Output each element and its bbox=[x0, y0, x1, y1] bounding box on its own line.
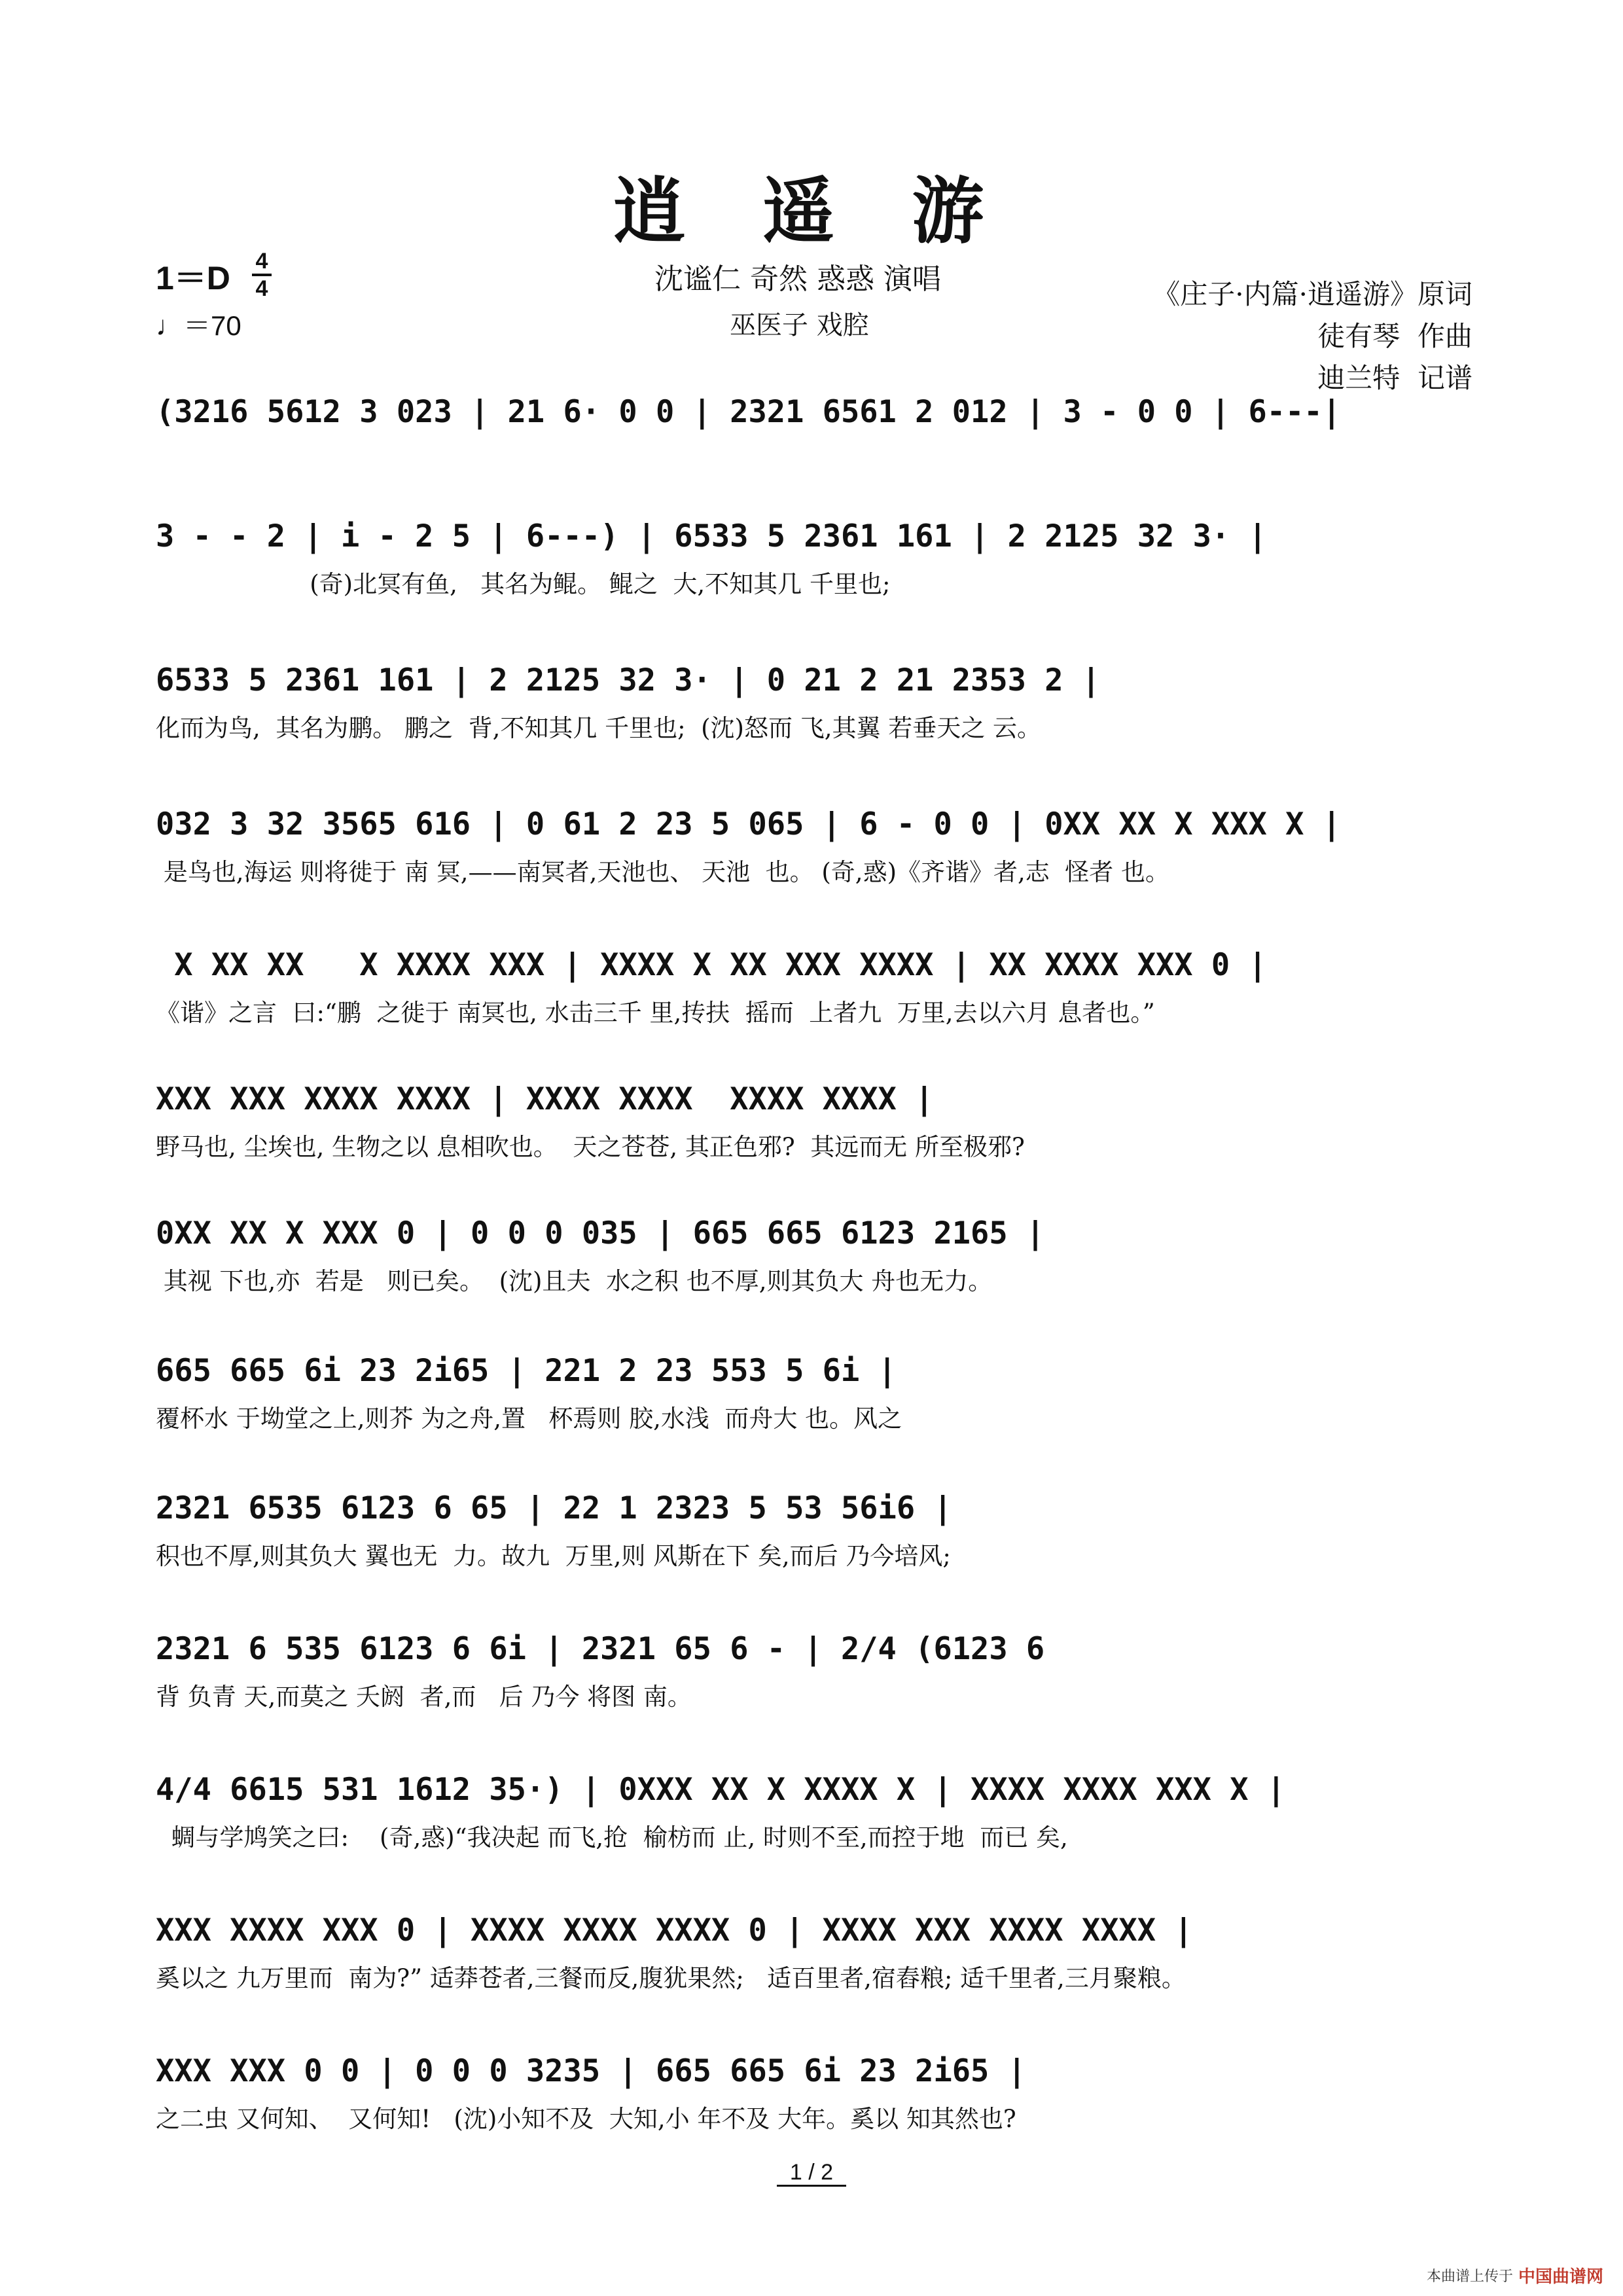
notation-line: 032 3 32 3565 616 | 0 61 2 23 5 065 | 6 - 0 0 | 0XX XX X XXX X | bbox=[156, 806, 1341, 842]
notation-line: 6533 5 2361 161 | 2 2125 32 3· | 0 21 2 21 2353 2 | bbox=[156, 662, 1101, 698]
performers-credit: 沈谧仁 奇然 惑惑 演唱 bbox=[654, 262, 941, 296]
notation-line: XXX XXXX XXX 0 | XXXX XXXX XXXX 0 | XXXX XXX XXXX XXXX | bbox=[156, 1912, 1193, 1948]
notation-line: 2321 6 535 6123 6 6i | 2321 65 6 - | 2/4 (6123 6 bbox=[156, 1631, 1045, 1667]
lyrics-line: 是鸟也,海运 则将徙于 南 冥,——南冥者,天池也、 天池 也。 (奇,惑)《齐谐》者,志 怪者 也。 bbox=[156, 858, 1170, 886]
lyrics-line: 覆杯水 于坳堂之上,则芥 为之舟,置 杯焉则 胶,水浅 而舟大 也。风之 bbox=[156, 1405, 902, 1433]
site-logo: 中国曲谱网 bbox=[1518, 2267, 1603, 2286]
score-system bbox=[156, 393, 1478, 476]
lyrics-line: 奚以之 九万里而 南为?” 适莽苍者,三餐而反,腹犹果然; 适百里者,宿舂粮; 适千里者,三月聚粮。 bbox=[156, 1964, 1186, 1992]
lyrics-line: 《谐》之言 曰:“鹏 之徙于 南冥也, 水击三千 里,抟扶 摇而 上者九 万里,去以六月 息者也。” bbox=[156, 999, 1155, 1027]
notation-line: 2321 6535 6123 6 65 | 22 1 2323 5 53 56i6 | bbox=[156, 1490, 952, 1526]
score-system bbox=[156, 1630, 1478, 1713]
score-system bbox=[156, 1214, 1478, 1298]
score-system bbox=[156, 517, 1478, 601]
song-title: 逍 遥 游 bbox=[613, 169, 1010, 253]
lyrics-line: 其视 下也,亦 若是 则已矣。 (沈)且夫 水之积 也不厚,则其负大 舟也无力。 bbox=[156, 1267, 993, 1295]
score-system bbox=[156, 661, 1478, 745]
lyrics-line bbox=[156, 444, 1478, 476]
footer bbox=[1427, 2263, 1603, 2287]
time-signature bbox=[252, 249, 272, 301]
lyrics-line: 背 负青 天,而莫之 夭阏 者,而 后 乃今 将图 南。 bbox=[156, 1683, 692, 1711]
credits-block bbox=[1152, 274, 1472, 399]
lyrics-line: (奇)北冥有鱼, 其名为鲲。 鲲之 大,不知其几 千里也; bbox=[156, 570, 891, 598]
key-signature: 1＝D bbox=[156, 260, 230, 296]
score-system bbox=[156, 1352, 1478, 1435]
transcriber: 迪兰特 记谱 bbox=[1317, 362, 1472, 394]
footer-upload-text: 本曲谱上传于 bbox=[1426, 2268, 1513, 2284]
score-system bbox=[156, 1770, 1478, 1854]
time-signature-bottom: 4 bbox=[255, 276, 268, 301]
notation-line: XXX XXX XXXX XXXX | XXXX XXXX XXXX XXXX | bbox=[156, 1081, 934, 1117]
time-signature-top: 4 bbox=[255, 249, 268, 274]
lyrics-line: 积也不厚,则其负大 翼也无 力。故九 万里,则 风斯在下 矣,而后 乃今培风; bbox=[156, 1542, 951, 1570]
tempo-marking: ♩＝70 bbox=[156, 310, 241, 341]
notation-line: XXX XXX 0 0 | 0 0 0 3235 | 665 665 6i 23 2i65 | bbox=[156, 2053, 1026, 2089]
score-system bbox=[156, 1911, 1478, 1995]
score-system bbox=[156, 805, 1478, 889]
notation-line: X XX XX X XXXX XXX | XXXX X XX XXX XXXX | XX XXXX XXX 0 | bbox=[156, 947, 1267, 983]
score-system bbox=[156, 1489, 1478, 1573]
notation-line: 4/4 6615 531 1612 35·) | 0XXX XX X XXXX X | XXXX XXXX XXX X | bbox=[156, 1772, 1286, 1808]
lyrics-source: 《庄子·内篇·逍遥游》原词 bbox=[1152, 278, 1472, 310]
score-system bbox=[156, 1080, 1478, 1164]
score-system bbox=[156, 946, 1478, 1030]
notation-line: (3216 5612 3 023 | 21 6· 0 0 | 2321 6561 2 012 | 3 - 0 0 | 6---| bbox=[156, 394, 1341, 430]
score-system bbox=[156, 2052, 1478, 2136]
lyrics-line: 化而为鸟, 其名为鹏。 鹏之 背,不知其几 千里也; (沈)怒而 飞,其翼 若垂天之 云。 bbox=[156, 714, 1041, 742]
notation-line: 0XX XX X XXX 0 | 0 0 0 035 | 665 665 6123 2165 | bbox=[156, 1215, 1045, 1251]
lyrics-line: 蜩与学鸠笑之曰: (奇,惑)“我决起 而飞,抢 榆枋而 止, 时则不至,而控于地 而已 矣, bbox=[156, 1823, 1068, 1852]
lyrics-line: 野马也, 尘埃也, 生物之以 息相吹也。 天之苍苍, 其正色邪? 其远而无 所至极邪? bbox=[156, 1133, 1025, 1161]
page-number: 1 / 2 bbox=[0, 2160, 1623, 2185]
notation-line: 665 665 6i 23 2i65 | 221 2 23 553 5 6i | bbox=[156, 1353, 897, 1389]
opera-credit: 巫医子 戏腔 bbox=[730, 310, 869, 340]
composer: 徒有琴 作曲 bbox=[1317, 320, 1472, 352]
notation-line: 3 - - 2 | i - 2 5 | 6---) | 6533 5 2361 161 | 2 2125 32 3· | bbox=[156, 518, 1267, 554]
lyrics-line: 之二虫 又何知、 又何知! (沈)小知不及 大知,小 年不及 大年。奚以 知其然也? bbox=[156, 2105, 1016, 2133]
